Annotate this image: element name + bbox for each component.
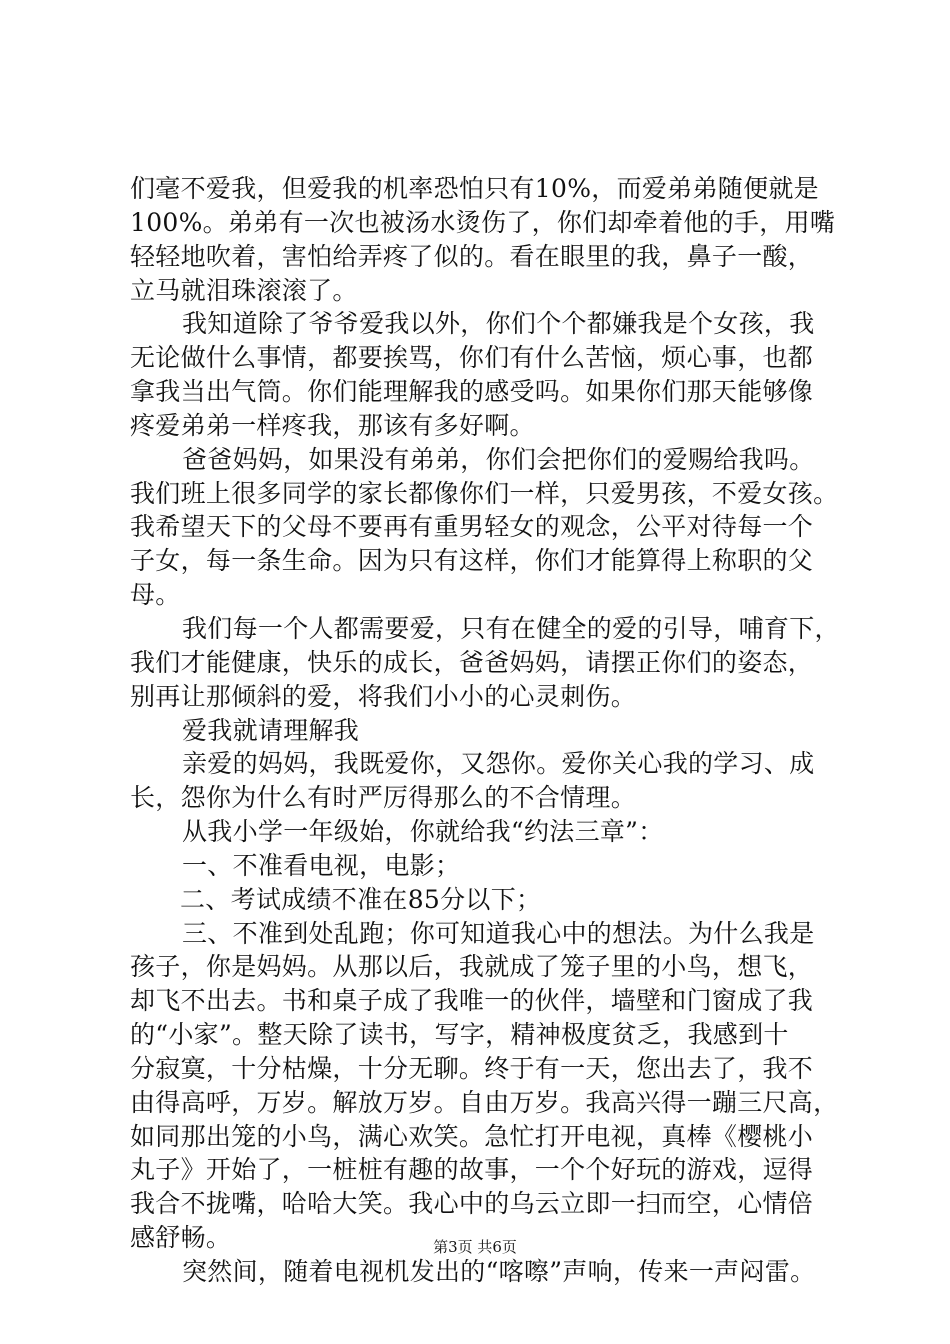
text-line: 我希望天下的父母不要再有重男轻女的观念，公平对待每一个	[130, 512, 814, 542]
text-line: 孩子，你是妈妈。从那以后，我就成了笼子里的小鸟，想飞，	[130, 952, 814, 982]
text-line: 疼爱弟弟一样疼我，那该有多好啊。	[130, 410, 535, 440]
section-heading: 爱我就请理解我	[182, 715, 360, 745]
text-line: 我们才能健康，快乐的成长，爸爸妈妈，请摆正你们的姿态，	[130, 647, 814, 677]
text-line: 无论做什么事情，都要挨骂，你们有什么苦恼，烦心事，也都	[130, 343, 814, 373]
text-line: 亲爱的妈妈，我既爱你，又怨你。爱你关心我的学习、成	[182, 749, 815, 779]
text-line: 却飞不出去。书和桌子成了我唯一的伙伴，墙壁和门窗成了我	[130, 986, 814, 1016]
text-line: 别再让那倾斜的爱，将我们小小的心灵刺伤。	[130, 681, 637, 711]
list-item: 一、不准看电视，电影；	[182, 850, 461, 880]
list-item: 二、考试成绩不准在85分以下；	[180, 884, 542, 914]
text-line: 子女，每一条生命。因为只有这样，你们才能算得上称职的父	[130, 546, 814, 576]
text-line: 我们每一个人都需要爱，只有在健全的爱的引导，哺育下，	[182, 613, 840, 643]
text-line: 由得高呼，万岁。解放万岁。自由万岁。我高兴得一蹦三尺高，	[130, 1087, 839, 1117]
text-line: 爸爸妈妈，如果没有弟弟，你们会把你们的爱赐给我吗。	[182, 444, 815, 474]
document-body	[130, 172, 840, 1289]
text-line: 分寂寞，十分枯燥，十分无聊。终于有一天，您出去了，我不	[130, 1053, 814, 1083]
text-line: 长，怨你为什么有时严厉得那么的不合情理。	[130, 783, 637, 813]
text-line: 立马就泪珠滚滚了。	[130, 275, 358, 305]
text-line: 我们班上很多同学的家长都像你们一样，只爱男孩，不爱女孩。	[130, 478, 839, 508]
text-line: 丸子》开始了，一桩桩有趣的故事，一个个好玩的游戏，逗得	[130, 1155, 814, 1185]
text-line: 拿我当出气筒。你们能理解我的感受吗。如果你们那天能够像	[130, 377, 814, 407]
text-line: 轻轻地吹着，害怕给弄疼了似的。看在眼里的我，鼻子一酸，	[130, 241, 814, 271]
page-number-footer: 第3页 共6页	[433, 1238, 517, 1256]
text-line: 我合不拢嘴，哈哈大笑。我心中的乌云立即一扫而空，心情倍	[130, 1189, 814, 1219]
text-line: 的“小家”。整天除了读书，写字，精神极度贫乏，我感到十	[130, 1020, 789, 1050]
text-line: 感舒畅。	[130, 1223, 232, 1253]
text-line: 突然间，随着电视机发出的“喀嚓”声响，传来一声闷雷。	[182, 1257, 816, 1286]
text-line: 从我小学一年级始，你就给我“约法三章”：	[182, 817, 664, 847]
list-item: 三、不准到处乱跑；你可知道我心中的想法。为什么我是	[182, 918, 815, 948]
text-line: 母。	[130, 580, 181, 610]
text-line: 如同那出笼的小鸟，满心欢笑。急忙打开电视，真棒《樱桃小	[130, 1121, 814, 1151]
text-line: 们毫不爱我，但爱我的机率恐怕只有10%，而爱弟弟随便就是	[130, 174, 819, 203]
text-line: 100%。弟弟有一次也被汤水烫伤了，你们却牵着他的手，用嘴	[130, 207, 836, 237]
text-line: 我知道除了爷爷爱我以外，你们个个都嫌我是个女孩，我	[182, 309, 815, 339]
